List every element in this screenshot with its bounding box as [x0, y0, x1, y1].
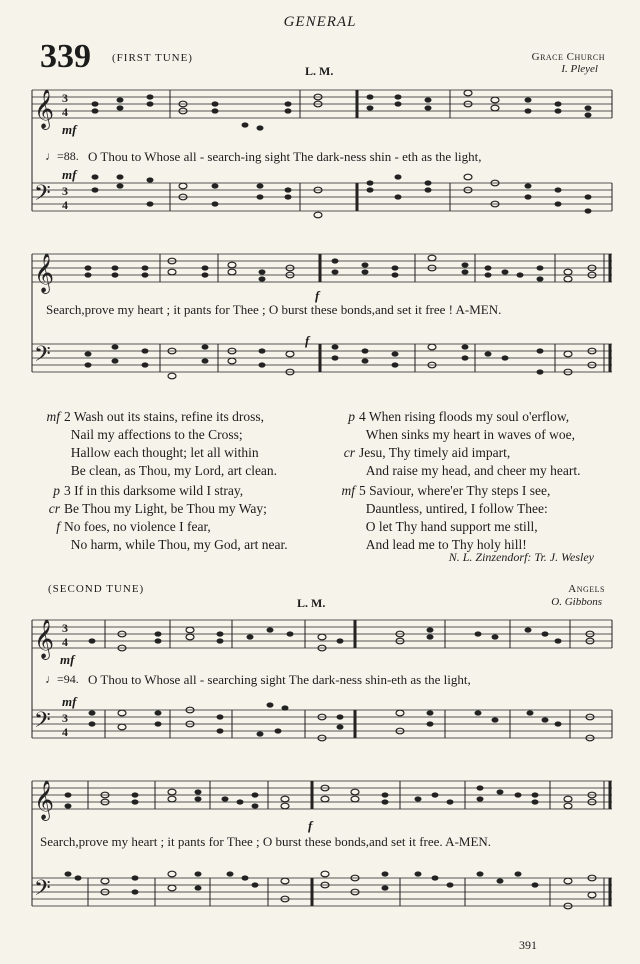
- dynamic-mark: f: [305, 333, 310, 348]
- lyrics-line-2: Search,prove my heart ; it pants for Thee ; O burst these bonds,and set it free. A-MEN.: [40, 834, 492, 849]
- first-tune-system-2: [0, 248, 640, 408]
- verse-line: Be Thou my Light, be Thou my Way;: [64, 501, 267, 516]
- svg-text:3: 3: [62, 184, 68, 198]
- first-tune-label: (FIRST TUNE): [112, 52, 193, 64]
- dynamic-mark: f: [315, 288, 320, 303]
- verse-line: And raise my head, and cheer my heart.: [365, 463, 581, 478]
- verse-line: When rising floods my soul o'erflow,: [368, 409, 570, 424]
- lyrics-line-2: Search,prove my heart ; it pants for Thee ; O burst these bonds,and set it free ! A-MEN.: [46, 302, 502, 317]
- svg-text:𝄞: 𝄞: [34, 89, 55, 129]
- verse-mark: p: [348, 409, 355, 424]
- second-tune-system-1: [0, 612, 640, 772]
- verse-4: [325, 408, 581, 480]
- svg-text:𝄢: 𝄢: [34, 708, 51, 738]
- verse-line: Be clean, as Thou, my Lord, art clean.: [70, 463, 278, 478]
- verse-line: Jesu, Thy timely aid impart,: [359, 445, 511, 460]
- hymn-number: 339: [40, 38, 91, 75]
- verse-line: No foes, no violence I fear,: [64, 519, 211, 534]
- verse-3: [30, 482, 288, 554]
- verse-mark: cr: [343, 445, 355, 460]
- author-credit: N. L. Zinzendorf: Tr. J. Wesley: [448, 550, 594, 564]
- verse-line: And lead me to Thy holy hill!: [365, 537, 527, 552]
- first-tune-name: Grace Church: [531, 51, 605, 63]
- verse-mark: p: [53, 483, 60, 498]
- verse-mark: cr: [48, 501, 60, 516]
- verse-line: Wash out its stains, refine its dross,: [73, 409, 265, 424]
- svg-text:4: 4: [62, 635, 68, 649]
- bass-staff: [32, 876, 612, 906]
- second-tune-system-2: [0, 775, 640, 955]
- metronome-mark: ♩=94.: [45, 672, 79, 686]
- svg-text:𝄢: 𝄢: [34, 342, 51, 372]
- page-header: GENERAL: [283, 14, 357, 30]
- verse-line: Nail my affections to the Cross;: [70, 427, 243, 442]
- metronome-mark: ♩=88.: [45, 149, 79, 163]
- verse-mark: mf: [46, 409, 60, 424]
- svg-text:4: 4: [62, 105, 68, 119]
- svg-text:𝄢: 𝄢: [34, 181, 51, 211]
- svg-text:3: 3: [62, 91, 68, 105]
- svg-text:𝄞: 𝄞: [34, 619, 55, 659]
- verse-5: [325, 482, 550, 554]
- verse-line: Dauntless, untired, I follow Thee:: [365, 501, 548, 516]
- bass-staff: [32, 708, 612, 739]
- verse-mark: f: [56, 519, 60, 534]
- lyrics-line-1: O Thou to Whose all - search-ing sight The dark-ness shin - eth as the light,: [88, 149, 482, 164]
- dynamic-mark: mf: [62, 694, 77, 709]
- verse-line: Saviour, where'er Thy steps I see,: [369, 483, 551, 498]
- verse-line: If in this darksome wild I stray,: [74, 483, 244, 498]
- verse-line: No harm, while Thou, my God, art near.: [70, 537, 288, 552]
- verse-line: When sinks my heart in waves of woe,: [365, 427, 575, 442]
- lyrics-line-1: O Thou to Whose all - searching sight The dark-ness shin-eth as the light,: [88, 672, 471, 687]
- second-tune-label: (SECOND TUNE): [48, 583, 145, 595]
- svg-text:𝄞: 𝄞: [34, 253, 55, 293]
- svg-text:3: 3: [62, 711, 68, 725]
- verse-line: O let Thy hand support me still,: [365, 519, 538, 534]
- svg-text:3: 3: [62, 621, 68, 635]
- first-tune-composer: I. Pleyel: [561, 63, 598, 75]
- second-tune-composer: O. Gibbons: [551, 596, 602, 608]
- second-tune-name: Angels: [568, 583, 605, 595]
- verse-number: 4: [359, 409, 366, 424]
- first-tune-meter: L. M.: [305, 64, 334, 78]
- svg-text:4: 4: [62, 725, 68, 739]
- verse-number: 3: [64, 483, 71, 498]
- page-number: 391: [519, 938, 537, 952]
- dynamic-mark: mf: [62, 122, 77, 137]
- svg-text:𝄞: 𝄞: [34, 780, 55, 820]
- verse-number: 5: [359, 483, 366, 498]
- bass-staff: [32, 342, 612, 372]
- svg-text:𝄢: 𝄢: [34, 876, 51, 906]
- verse-number: 2: [64, 409, 71, 424]
- verse-mark: mf: [341, 483, 355, 498]
- dynamic-mark: mf: [62, 167, 77, 182]
- treble-staff: [32, 253, 612, 294]
- verse-2: [30, 408, 277, 480]
- second-tune-meter: L. M.: [297, 596, 326, 610]
- svg-text:4: 4: [62, 198, 68, 212]
- dynamic-mark: mf: [60, 652, 75, 667]
- dynamic-mark: f: [308, 818, 313, 833]
- verse-line: Hallow each thought; let all within: [70, 445, 259, 460]
